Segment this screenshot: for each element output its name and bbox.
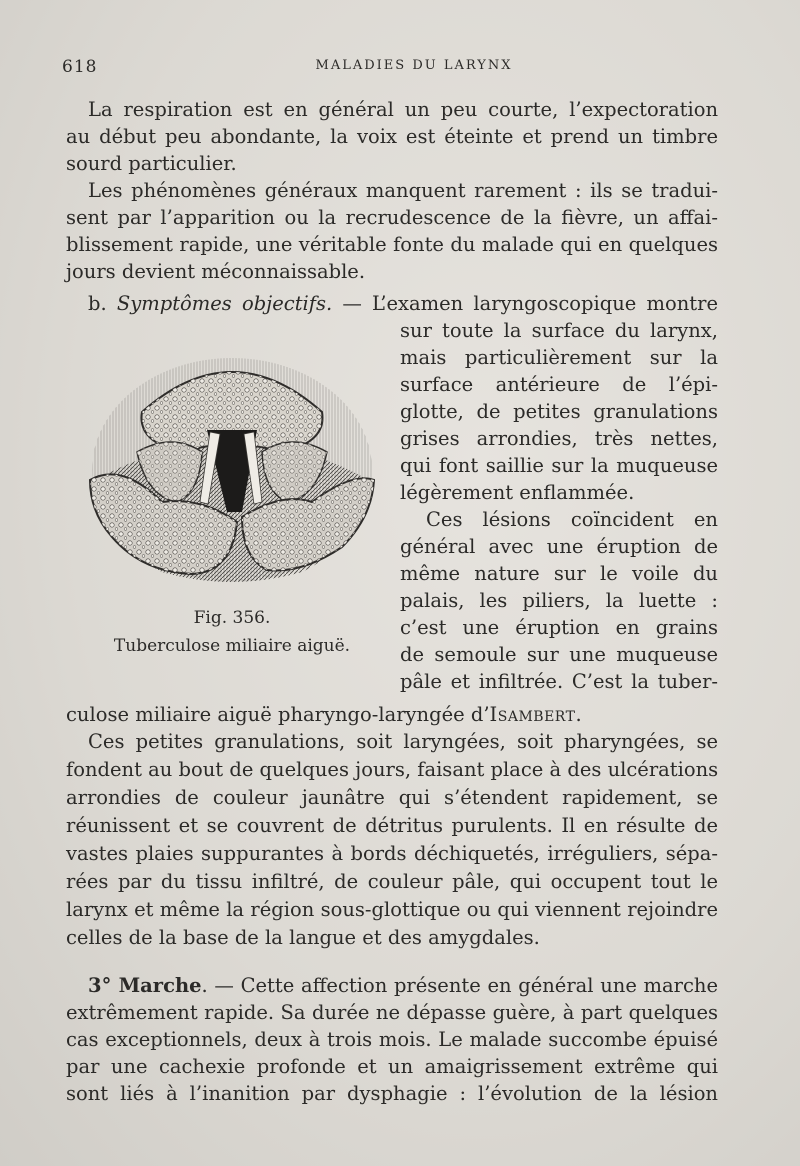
text-fragment: . — Cette affection présente en général une marche: [201, 974, 718, 997]
text-line: fondent au bout de quelques jours, faisant place à des ulcérations: [66, 758, 719, 781]
text-line: [88, 290, 718, 317]
text-fragment: culose miliaire aiguë pharyngo-laryngée d’: [66, 703, 490, 726]
text-line: réunissent et se couvrent de détritus purulents. Il en résulte de: [66, 814, 718, 837]
figure-caption: Tuberculose miliaire aiguë.: [113, 636, 351, 656]
larynx-illustration: [82, 342, 382, 592]
text-line: surface antérieure de l’épi-: [400, 373, 718, 396]
text-line: sur toute la surface du larynx,: [400, 319, 718, 342]
text-line: arrondies de couleur jaunâtre qui s’étendent rapidement, se: [66, 786, 718, 809]
section-subheading: Symptômes objectifs.: [116, 292, 333, 315]
text-line: au début peu abondante, la voix est éteinte et prend un timbre: [66, 125, 718, 148]
text-line: général avec une éruption de: [400, 535, 718, 558]
text-line: de semoule sur une muqueuse: [400, 643, 718, 666]
text-line: pâle et infiltrée. C’est la tuber-: [400, 670, 718, 693]
text-fragment: — L’examen laryngoscopique montre: [332, 292, 718, 315]
text-line: [66, 701, 718, 728]
text-line: grises arrondies, très nettes,: [400, 427, 718, 450]
text-line: glotte, de petites granulations: [400, 400, 718, 423]
text-line: blissement rapide, une véritable fonte du malade qui en quelques: [66, 233, 718, 256]
text-line: celles de la base de la langue et des amygdales.: [66, 926, 540, 949]
text-line: c’est une éruption en grains: [400, 616, 718, 639]
page-number: 618: [62, 57, 98, 77]
text-line: par une cachexie profonde et un amaigrissement extrême qui: [66, 1055, 718, 1078]
text-line: rées par du tissu infiltré, de couleur pâle, qui occupent tout le: [66, 870, 718, 893]
running-head: MALADIES DU LARYNX: [315, 58, 513, 73]
text-line: [88, 972, 718, 999]
page-header: [62, 57, 726, 81]
text-line: Ces lésions coïncident en: [426, 508, 718, 531]
text-line: qui font saillie sur la muqueuse: [400, 454, 718, 477]
author-name: Isambert: [489, 703, 576, 726]
text-line: sont liés à l’inanition par dysphagie : l’évolution de la lésion: [66, 1082, 718, 1105]
text-fragment: .: [575, 703, 582, 726]
text-line: Les phénomènes généraux manquent rarement : ils se tradui-: [88, 179, 718, 202]
text-line: extrêmement rapide. Sa durée ne dépasse guère, à part quelques: [66, 1001, 718, 1024]
text-line: sent par l’apparition ou la recrudescence de la fièvre, un affai-: [66, 206, 718, 229]
text-line: palais, les piliers, la luette :: [400, 589, 718, 612]
text-line: même nature sur le voile du: [400, 562, 718, 585]
text-line: jours devient méconnaissable.: [66, 260, 366, 283]
text-line: La respiration est en général un peu courte, l’expectoration: [88, 98, 718, 121]
text-line: mais particulièrement sur la: [400, 346, 718, 369]
text-line: légèrement enflammée.: [400, 481, 635, 504]
figure-number: Fig. 356.: [193, 608, 271, 628]
section-heading: 3° Marche: [88, 974, 202, 997]
list-marker: b.: [88, 292, 117, 315]
text-line: vastes plaies suppurantes à bords déchiquetés, irréguliers, sépa-: [66, 842, 718, 865]
larynx-figure: [82, 342, 382, 592]
text-line: larynx et même la région sous-glottique ou qui viennent rejoindre: [66, 898, 718, 921]
text-line: Ces petites granulations, soit laryngées, soit pharyngées, se: [88, 730, 718, 753]
text-line: sourd particulier.: [66, 152, 237, 175]
text-line: cas exceptionnels, deux à trois mois. Le malade succombe épuisé: [66, 1028, 718, 1051]
